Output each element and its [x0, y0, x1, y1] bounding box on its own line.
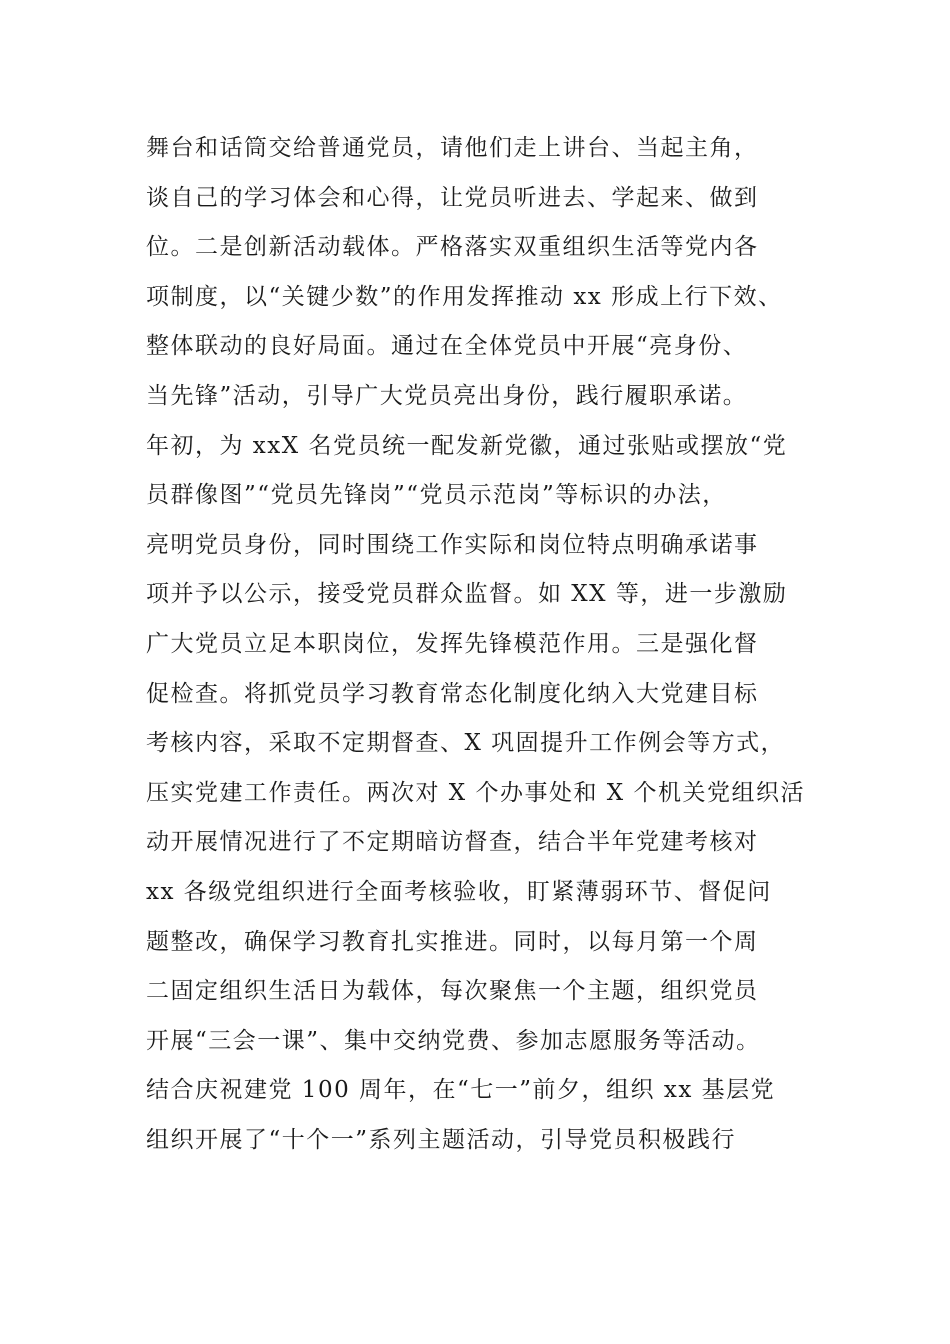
text-line: 组织开展了“十个一”系列主题活动，引导党员积极践行: [146, 1126, 737, 1153]
text-line: 谈自己的学习体会和心得，让党员听进去、学起来、做到: [146, 184, 759, 211]
text-line: 当先锋”活动，引导广大党员亮出身份，践行履职承诺。: [146, 382, 748, 409]
text-line: 员群像图”“党员先锋岗”“党员示范岗”等标识的办法，: [146, 482, 727, 509]
text-line: 亮明党员身份，同时围绕工作实际和岗位特点明确承诺事: [146, 531, 759, 558]
text-line: 考核内容，采取不定期督查、X 巩固提升工作例会等方式，: [146, 730, 786, 757]
text-line: 项制度，以“关键少数”的作用发挥推动 xx 形成上行下效、: [146, 283, 783, 310]
text-line: 动开展情况进行了不定期暗访督查，结合半年党建考核对: [146, 829, 759, 856]
text-line: 促检查。将抓党员学习教育常态化制度化纳入大党建目标: [146, 680, 759, 707]
body-text: [146, 128, 826, 1169]
text-line: 二固定组织生活日为载体，每次聚焦一个主题，组织党员: [146, 978, 759, 1005]
text-line: 位。二是创新活动载体。严格落实双重组织生活等党内各: [146, 234, 759, 261]
text-line: 题整改，确保学习教育扎实推进。同时，以每月第一个周: [146, 928, 759, 955]
text-line: 开展“三会一课”、集中交纳党费、参加志愿服务等活动。: [146, 1027, 761, 1054]
text-line: 项并予以公示，接受党员群众监督。如 XX 等，进一步激励: [146, 581, 788, 608]
text-line: 年初，为 xxX 名党员统一配发新党徽，通过张贴或摆放“党: [146, 432, 788, 459]
text-line: xx 各级党组织进行全面考核验收，盯紧薄弱环节、督促问: [146, 878, 772, 905]
text-line: 整体联动的良好局面。通过在全体党员中开展“亮身份、: [146, 333, 748, 360]
text-line: 广大党员立足本职岗位，发挥先锋模范作用。三是强化督: [146, 630, 759, 657]
text-line: 结合庆祝建党 100 周年，在“七一”前夕，组织 xx 基层党: [146, 1077, 776, 1104]
text-line: 舞台和话筒交给普通党员，请他们走上讲台、当起主角，: [146, 135, 759, 161]
text-line: 压实党建工作责任。两次对 X 个办事处和 X 个机关党组织活: [146, 779, 805, 806]
